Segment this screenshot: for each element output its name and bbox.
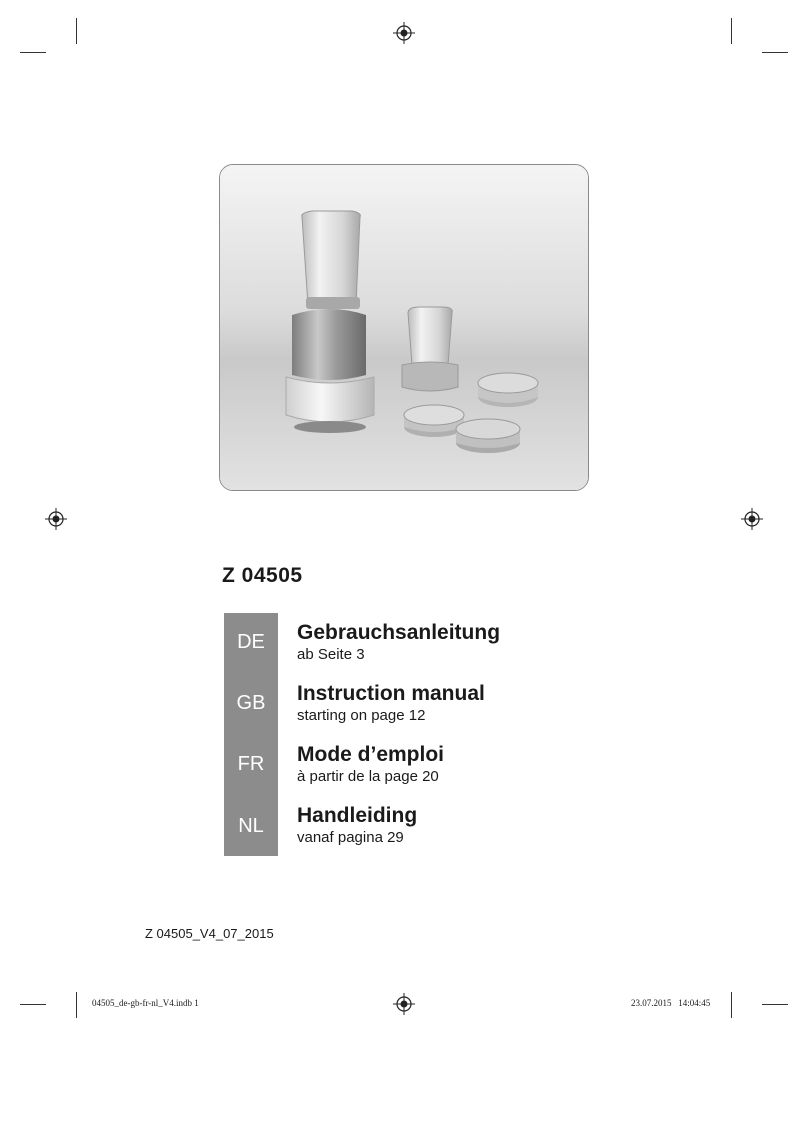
crop-mark-icon	[20, 52, 46, 53]
crop-mark-icon	[731, 18, 732, 44]
language-code-fr: FR	[237, 753, 265, 775]
registration-mark-icon	[45, 508, 67, 530]
print-timestamp: 23.07.2015 14:04:45	[631, 998, 711, 1008]
crop-mark-icon	[20, 1004, 46, 1005]
language-subtitle-nl: vanaf pagina 29	[297, 829, 404, 846]
language-subtitle-de: ab Seite 3	[297, 646, 365, 663]
language-title-gb: Instruction manual	[297, 682, 485, 705]
crop-mark-icon	[76, 18, 77, 44]
crop-mark-icon	[762, 1004, 788, 1005]
product-photo	[219, 164, 589, 491]
print-file-slug: 04505_de-gb-fr-nl_V4.indb 1	[92, 998, 199, 1008]
registration-mark-icon	[393, 993, 415, 1015]
language-subtitle-gb: starting on page 12	[297, 707, 426, 724]
crop-mark-icon	[731, 992, 732, 1018]
language-code-de: DE	[237, 631, 265, 653]
crop-mark-icon	[76, 992, 77, 1018]
language-title-nl: Handleiding	[297, 804, 418, 827]
language-title-de: Gebrauchsanleitung	[297, 621, 501, 644]
document-version: Z 04505_V4_07_2015	[145, 926, 274, 941]
registration-mark-icon	[393, 22, 415, 44]
language-code-gb: GB	[236, 692, 266, 714]
language-title-fr: Mode d’emploi	[297, 743, 444, 766]
language-code-nl: NL	[238, 815, 264, 837]
model-number: Z 04505	[222, 564, 303, 587]
language-subtitle-fr: à partir de la page 20	[297, 768, 439, 785]
crop-mark-icon	[762, 52, 788, 53]
blender-illustration	[220, 165, 588, 490]
registration-mark-icon	[741, 508, 763, 530]
